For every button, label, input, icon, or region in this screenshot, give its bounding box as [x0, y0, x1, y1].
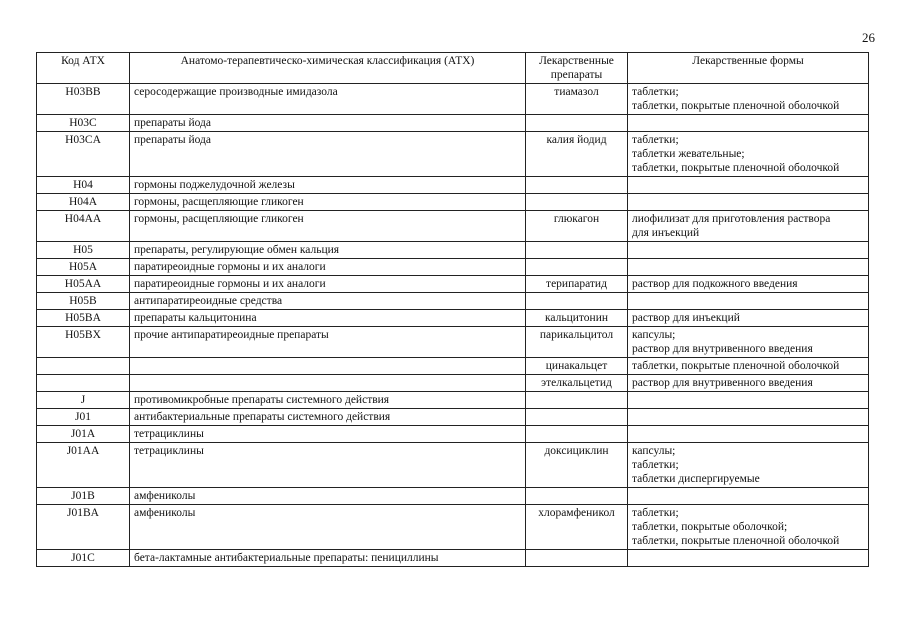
table-row	[37, 375, 869, 392]
classification-cell: бета-лактамные антибактериальные препараты: пенициллины	[130, 550, 526, 567]
drug-cell	[526, 426, 628, 443]
drug-cell	[526, 177, 628, 194]
drug-cell: цинакальцет	[526, 358, 628, 375]
header-drugs: Лекарственные препараты	[526, 53, 628, 84]
forms-cell	[628, 443, 869, 488]
forms-cell	[628, 550, 869, 567]
forms-cell	[628, 276, 869, 293]
table-row	[37, 211, 869, 242]
atc-code-cell: J01BA	[37, 505, 130, 550]
dosage-form-line: таблетки;	[632, 86, 679, 98]
forms-cell	[628, 488, 869, 505]
drug-cell: терипаратид	[526, 276, 628, 293]
table-row	[37, 84, 869, 115]
forms-cell	[628, 505, 869, 550]
forms-cell	[628, 392, 869, 409]
dosage-form-line: таблетки, покрытые оболочкой;	[632, 521, 788, 533]
dosage-form-line: таблетки, покрытые пленочной оболочкой	[632, 162, 840, 174]
atc-table	[36, 52, 869, 567]
table-row	[37, 327, 869, 358]
atc-code-cell: J01A	[37, 426, 130, 443]
table-row	[37, 426, 869, 443]
classification-cell: гормоны, расщепляющие гликоген	[130, 211, 526, 242]
atc-code-cell: H05B	[37, 293, 130, 310]
drug-cell: калия йодид	[526, 132, 628, 177]
forms-cell	[628, 426, 869, 443]
table-row	[37, 276, 869, 293]
header-classification: Анатомо-терапевтическо-химическая классификация (АТХ)	[130, 53, 526, 84]
classification-cell: антипаратиреоидные средства	[130, 293, 526, 310]
atc-code-cell: J01	[37, 409, 130, 426]
atc-code-cell: H05	[37, 242, 130, 259]
atc-code-cell: J	[37, 392, 130, 409]
classification-cell	[130, 375, 526, 392]
drug-cell	[526, 194, 628, 211]
drug-cell: тиамазол	[526, 84, 628, 115]
classification-cell: паратиреоидные гормоны и их аналоги	[130, 276, 526, 293]
classification-cell: препараты йода	[130, 132, 526, 177]
classification-cell: тетрациклины	[130, 426, 526, 443]
classification-cell: гормоны поджелудочной железы	[130, 177, 526, 194]
forms-cell	[628, 132, 869, 177]
classification-cell: прочие антипаратиреоидные препараты	[130, 327, 526, 358]
classification-cell: гормоны, расщепляющие гликоген	[130, 194, 526, 211]
header-code: Код АТХ	[37, 53, 130, 84]
atc-code-cell: H05AA	[37, 276, 130, 293]
forms-cell	[628, 242, 869, 259]
dosage-form-line: таблетки;	[632, 459, 679, 471]
forms-cell	[628, 409, 869, 426]
atc-code-cell: J01C	[37, 550, 130, 567]
classification-cell: антибактериальные препараты системного действия	[130, 409, 526, 426]
dosage-form-line: капсулы;	[632, 445, 676, 457]
classification-cell: препараты, регулирующие обмен кальция	[130, 242, 526, 259]
dosage-form-line: таблетки, покрытые пленочной оболочкой	[632, 535, 840, 547]
drug-cell	[526, 115, 628, 132]
forms-cell	[628, 310, 869, 327]
atc-code-cell: H04A	[37, 194, 130, 211]
dosage-form-line: раствор для внутривенного введения	[632, 343, 813, 355]
atc-code-cell: H05BX	[37, 327, 130, 358]
drug-cell: этелкальцетид	[526, 375, 628, 392]
dosage-form-line: лиофилизат для приготовления раствора	[632, 213, 831, 225]
drug-cell: глюкагон	[526, 211, 628, 242]
atc-code-cell: H05BA	[37, 310, 130, 327]
dosage-form-line: для инъекций	[632, 227, 700, 239]
dosage-form-line: капсулы;	[632, 329, 676, 341]
table-row	[37, 259, 869, 276]
classification-cell: препараты йода	[130, 115, 526, 132]
drug-cell	[526, 409, 628, 426]
classification-cell	[130, 358, 526, 375]
forms-cell	[628, 375, 869, 392]
forms-cell	[628, 177, 869, 194]
table-row	[37, 194, 869, 211]
table-row	[37, 242, 869, 259]
drug-cell	[526, 550, 628, 567]
drug-cell	[526, 488, 628, 505]
drug-cell	[526, 242, 628, 259]
drug-cell: кальцитонин	[526, 310, 628, 327]
dosage-form-line: таблетки;	[632, 507, 679, 519]
table-row	[37, 443, 869, 488]
classification-cell: паратиреоидные гормоны и их аналоги	[130, 259, 526, 276]
page-number: 26	[862, 30, 875, 45]
forms-cell	[628, 194, 869, 211]
table-header	[37, 53, 869, 84]
forms-cell	[628, 115, 869, 132]
atc-code-cell: H03C	[37, 115, 130, 132]
dosage-form-line: таблетки;	[632, 134, 679, 146]
header-forms: Лекарственные формы	[628, 53, 869, 84]
forms-cell	[628, 211, 869, 242]
drug-cell: парикальцитол	[526, 327, 628, 358]
classification-cell: тетрациклины	[130, 443, 526, 488]
atc-code-cell: H05A	[37, 259, 130, 276]
drug-cell	[526, 259, 628, 276]
atc-code-cell: J01AA	[37, 443, 130, 488]
forms-cell	[628, 84, 869, 115]
classification-cell: амфениколы	[130, 505, 526, 550]
table-row	[37, 132, 869, 177]
atc-code-cell	[37, 375, 130, 392]
table-row	[37, 358, 869, 375]
dosage-form-line: таблетки, покрытые пленочной оболочкой	[632, 100, 840, 112]
atc-code-cell: H04AA	[37, 211, 130, 242]
drug-cell	[526, 392, 628, 409]
drug-cell: хлорамфеникол	[526, 505, 628, 550]
atc-code-cell: H03BB	[37, 84, 130, 115]
dosage-form-line: таблетки жевательные;	[632, 148, 745, 160]
classification-cell: амфениколы	[130, 488, 526, 505]
table-row	[37, 177, 869, 194]
table-row	[37, 550, 869, 567]
classification-cell: противомикробные препараты системного действия	[130, 392, 526, 409]
table-row	[37, 505, 869, 550]
table-row	[37, 293, 869, 310]
forms-cell	[628, 327, 869, 358]
forms-cell	[628, 358, 869, 375]
dosage-form-line: раствор для внутривенного введения	[632, 377, 813, 389]
dosage-form-line: таблетки, покрытые пленочной оболочкой	[632, 360, 840, 372]
dosage-form-line: раствор для инъекций	[632, 312, 740, 324]
dosage-form-line: раствор для подкожного введения	[632, 278, 798, 290]
drug-cell	[526, 293, 628, 310]
drug-cell: доксициклин	[526, 443, 628, 488]
table-row	[37, 409, 869, 426]
forms-cell	[628, 293, 869, 310]
dosage-form-line: таблетки диспергируемые	[632, 473, 760, 485]
classification-cell: серосодержащие производные имидазола	[130, 84, 526, 115]
table-row	[37, 115, 869, 132]
atc-code-cell: H04	[37, 177, 130, 194]
classification-cell: препараты кальцитонина	[130, 310, 526, 327]
table-row	[37, 392, 869, 409]
forms-cell	[628, 259, 869, 276]
table-row	[37, 488, 869, 505]
atc-code-cell: J01B	[37, 488, 130, 505]
table-row	[37, 310, 869, 327]
table-body	[37, 84, 869, 567]
atc-code-cell	[37, 358, 130, 375]
atc-code-cell: H03CA	[37, 132, 130, 177]
